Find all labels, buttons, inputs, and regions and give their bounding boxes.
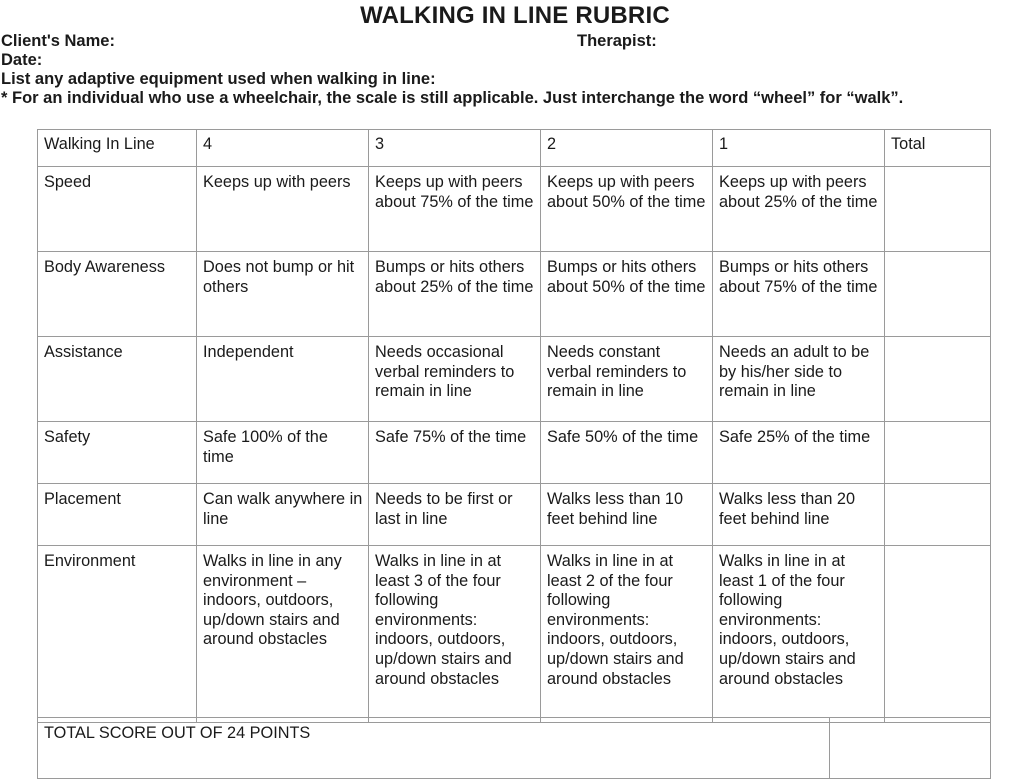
- wheelchair-note: * For an individual who use a wheelchair, the scale is still applicable. Just interchange the word “wheel” for “walk”.: [1, 89, 904, 107]
- cell-score-1: Keeps up with peers about 25% of the time: [713, 167, 885, 252]
- cell-score-3: Keeps up with peers about 75% of the time: [369, 167, 541, 252]
- table-row: [38, 422, 991, 484]
- cell-score-3: Needs to be first or last in line: [369, 484, 541, 546]
- cell-score-1: Walks less than 20 feet behind line: [713, 484, 885, 546]
- row-category: Speed: [38, 167, 197, 252]
- total-score-row: [38, 718, 991, 779]
- cell-total[interactable]: [885, 422, 991, 484]
- adaptive-equipment-label: List any adaptive equipment used when walking in line:: [1, 70, 436, 88]
- rubric-table: [37, 129, 991, 723]
- cell-score-2: Walks in line in at least 2 of the four following environments: indoors, outdoors, up/down stairs and around obstacles: [541, 546, 713, 723]
- table-row: [38, 252, 991, 337]
- cell-score-4: Can walk anywhere in line: [197, 484, 369, 546]
- table-header-row: [38, 130, 991, 167]
- cell-score-2: Walks less than 10 feet behind line: [541, 484, 713, 546]
- cell-score-2: Bumps or hits others about 50% of the time: [541, 252, 713, 337]
- cell-score-2: Safe 50% of the time: [541, 422, 713, 484]
- cell-score-4: Keeps up with peers: [197, 167, 369, 252]
- cell-score-4: Safe 100% of the time: [197, 422, 369, 484]
- total-score-label: TOTAL SCORE OUT OF 24 POINTS: [38, 718, 830, 779]
- cell-score-2: Keeps up with peers about 50% of the time: [541, 167, 713, 252]
- therapist-label: Therapist:: [577, 32, 657, 50]
- row-category: Placement: [38, 484, 197, 546]
- cell-score-4: Does not bump or hit others: [197, 252, 369, 337]
- cell-total[interactable]: [885, 337, 991, 422]
- cell-score-3: Walks in line in at least 3 of the four following environments: indoors, outdoors, up/down stairs and around obstacles: [369, 546, 541, 723]
- header-cell-score-3: 3: [369, 130, 541, 167]
- header-cell-score-4: 4: [197, 130, 369, 167]
- cell-total[interactable]: [885, 484, 991, 546]
- cell-score-4: Walks in line in any environment – indoors, outdoors, up/down stairs and around obstacles: [197, 546, 369, 723]
- table-row: [38, 337, 991, 422]
- cell-total[interactable]: [885, 167, 991, 252]
- cell-score-1: Safe 25% of the time: [713, 422, 885, 484]
- header-cell-score-2: 2: [541, 130, 713, 167]
- table-row: [38, 167, 991, 252]
- header-cell-score-1: 1: [713, 130, 885, 167]
- header-cell-total: Total: [885, 130, 991, 167]
- row-category: Environment: [38, 546, 197, 723]
- table-row: [38, 546, 991, 723]
- date-label: Date:: [1, 51, 43, 69]
- row-category: Body Awareness: [38, 252, 197, 337]
- header-cell-category: Walking In Line: [38, 130, 197, 167]
- cell-total[interactable]: [885, 252, 991, 337]
- cell-score-1: Needs an adult to be by his/her side to remain in line: [713, 337, 885, 422]
- row-category: Safety: [38, 422, 197, 484]
- cell-score-3: Safe 75% of the time: [369, 422, 541, 484]
- rubric-title: WALKING IN LINE RUBRIC: [360, 2, 670, 29]
- table-row: [38, 484, 991, 546]
- row-category: Assistance: [38, 337, 197, 422]
- cell-score-1: Walks in line in at least 1 of the four following environments: indoors, outdoors, up/down stairs and around obstacles: [713, 546, 885, 723]
- total-score-table: [37, 717, 991, 779]
- cell-score-3: Bumps or hits others about 25% of the time: [369, 252, 541, 337]
- total-score-field[interactable]: [830, 718, 991, 779]
- cell-score-2: Needs constant verbal reminders to remain in line: [541, 337, 713, 422]
- client-name-label: Client's Name:: [1, 32, 115, 50]
- cell-total[interactable]: [885, 546, 991, 723]
- cell-score-3: Needs occasional verbal reminders to remain in line: [369, 337, 541, 422]
- cell-score-1: Bumps or hits others about 75% of the time: [713, 252, 885, 337]
- cell-score-4: Independent: [197, 337, 369, 422]
